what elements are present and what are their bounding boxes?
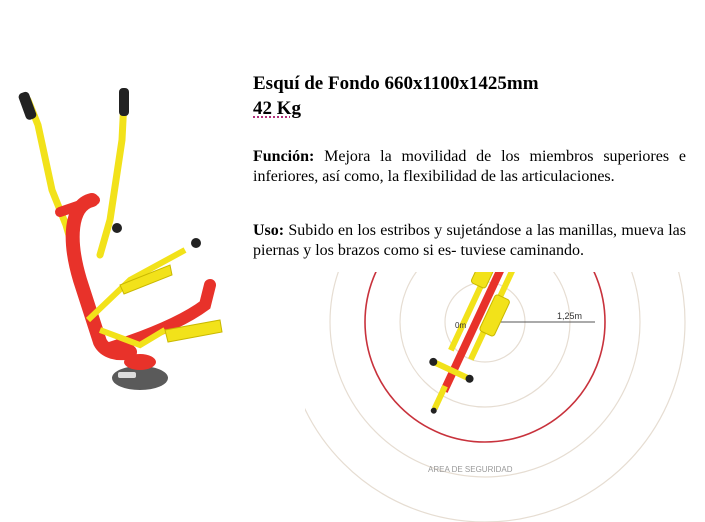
product-title: Esquí de Fondo 660x1100x1425mm (253, 73, 539, 94)
product-image (0, 80, 250, 500)
uso-text: Subido en los estribos y sujetándose a las manillas, mueva las piernas y los brazos como si es- tuviese caminando. (253, 222, 686, 259)
uso-paragraph (253, 221, 686, 261)
safety-area-diagram (305, 272, 705, 522)
product-weight: 42 Kg (253, 98, 302, 119)
safety-area-label: AREA DE SEGURIDAD (428, 465, 513, 474)
funcion-paragraph (253, 147, 686, 187)
center-label: 0m (455, 321, 467, 330)
radius-label: 1,25m (557, 311, 583, 321)
uso-label: Uso: (253, 222, 285, 239)
funcion-text: Mejora la movilidad de los miembros superiores e inferiores, así como, la flexibilidad de las articulaciones. (253, 148, 686, 185)
funcion-label: Función: (253, 148, 315, 165)
